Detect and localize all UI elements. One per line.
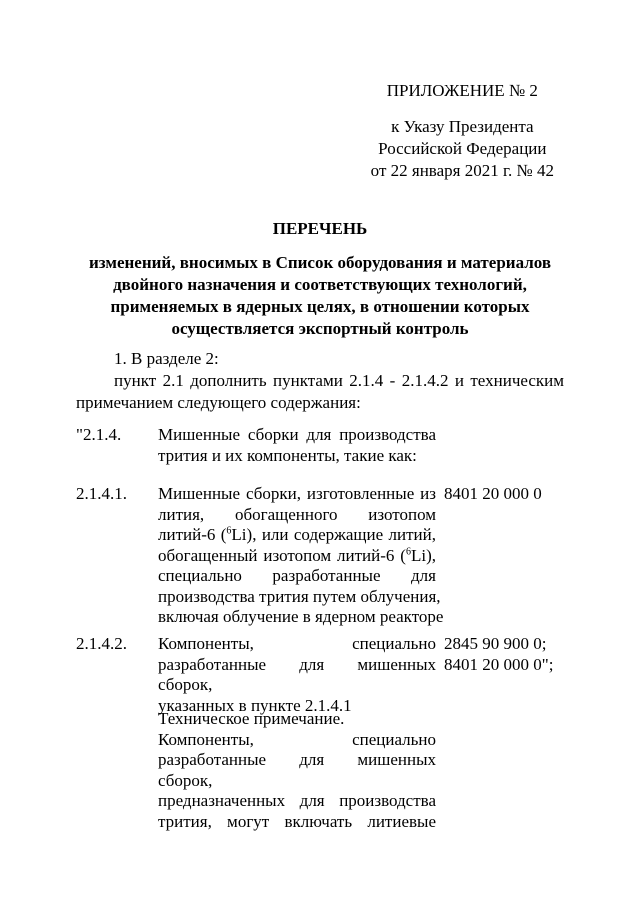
tn-ved-codes [444,634,553,675]
title-line-4: осуществляется экспортный контроль [171,319,469,338]
annex-ref-line-1: к Указу Президента [391,117,534,136]
annex-number: ПРИЛОЖЕНИЕ № 2 [386,81,538,100]
annex-ref-line-2: Российской Федерации [378,139,547,158]
intro-instruction: пункт 2.1 дополнить пунктами 2.1.4 - 2.1.4.2 и техническим примечанием следующего содержания: [76,371,564,412]
item-number: 2.1.4.2. [76,634,127,653]
item-description [158,425,436,466]
note-text-line: трития, могут включать литиевые [158,811,436,831]
item-text-line: Компоненты, специально [158,634,436,653]
item-text-line: разработанные для мишенных сборок, [158,654,436,694]
item-text-line: включая облучение в ядерном реакторе [158,607,444,626]
item-description [158,634,436,716]
title-heading: ПЕРЕЧЕНЬ [272,219,368,238]
note-text-line: предназначенных для производства [158,791,436,810]
annex-ref-line-3: от 22 января 2021 г. № 42 [370,161,554,180]
item-number: 2.1.4.1. [76,484,127,503]
note-text-line: разработанные для мишенных сборок, [158,750,436,790]
item-text-line-isotope: литий-6 ($^6$Li), или содержащие литий, [158,525,436,544]
intro-paragraph [76,348,564,414]
item-text-line: Мишенные сборки для производства [158,425,436,444]
document-title [70,218,570,340]
title-line-3: применяемых в ядерных целях, в отношении которых [110,297,530,316]
title-line-2: двойного назначения и соответствующих технологий, [113,275,527,294]
item-text-line: трития и их компоненты, такие как: [158,445,417,465]
annex-header [371,80,554,182]
intro-section-ref: 1. В разделе 2: [114,349,219,368]
item-text-line: Мишенные сборки, изготовленные из [158,484,436,503]
tn-ved-code: 2845 90 900 0; [444,634,547,653]
note-text-line: Компоненты, специально [158,729,436,749]
technical-note-title: Техническое примечание. [158,709,345,728]
tn-ved-code: 8401 20 000 0"; [444,654,554,674]
technical-note [158,709,436,832]
item-text-line: указанных в пункте 2.1.4.1 [158,695,352,715]
item-text-line-isotope: обогащенный изотопом литий-6 ($^6$Li), [158,545,436,565]
title-line-1: изменений, вносимых в Список оборудования и материалов [88,253,552,272]
item-text-line: специально разработанные для [158,566,436,585]
tn-ved-code: 8401 20 000 0 [444,484,542,503]
item-description [158,484,444,628]
item-text-line: лития, обогащенного изотопом [158,504,436,524]
item-number: "2.1.4. [76,425,122,444]
item-text-line: производства трития путем облучения, [158,586,441,606]
